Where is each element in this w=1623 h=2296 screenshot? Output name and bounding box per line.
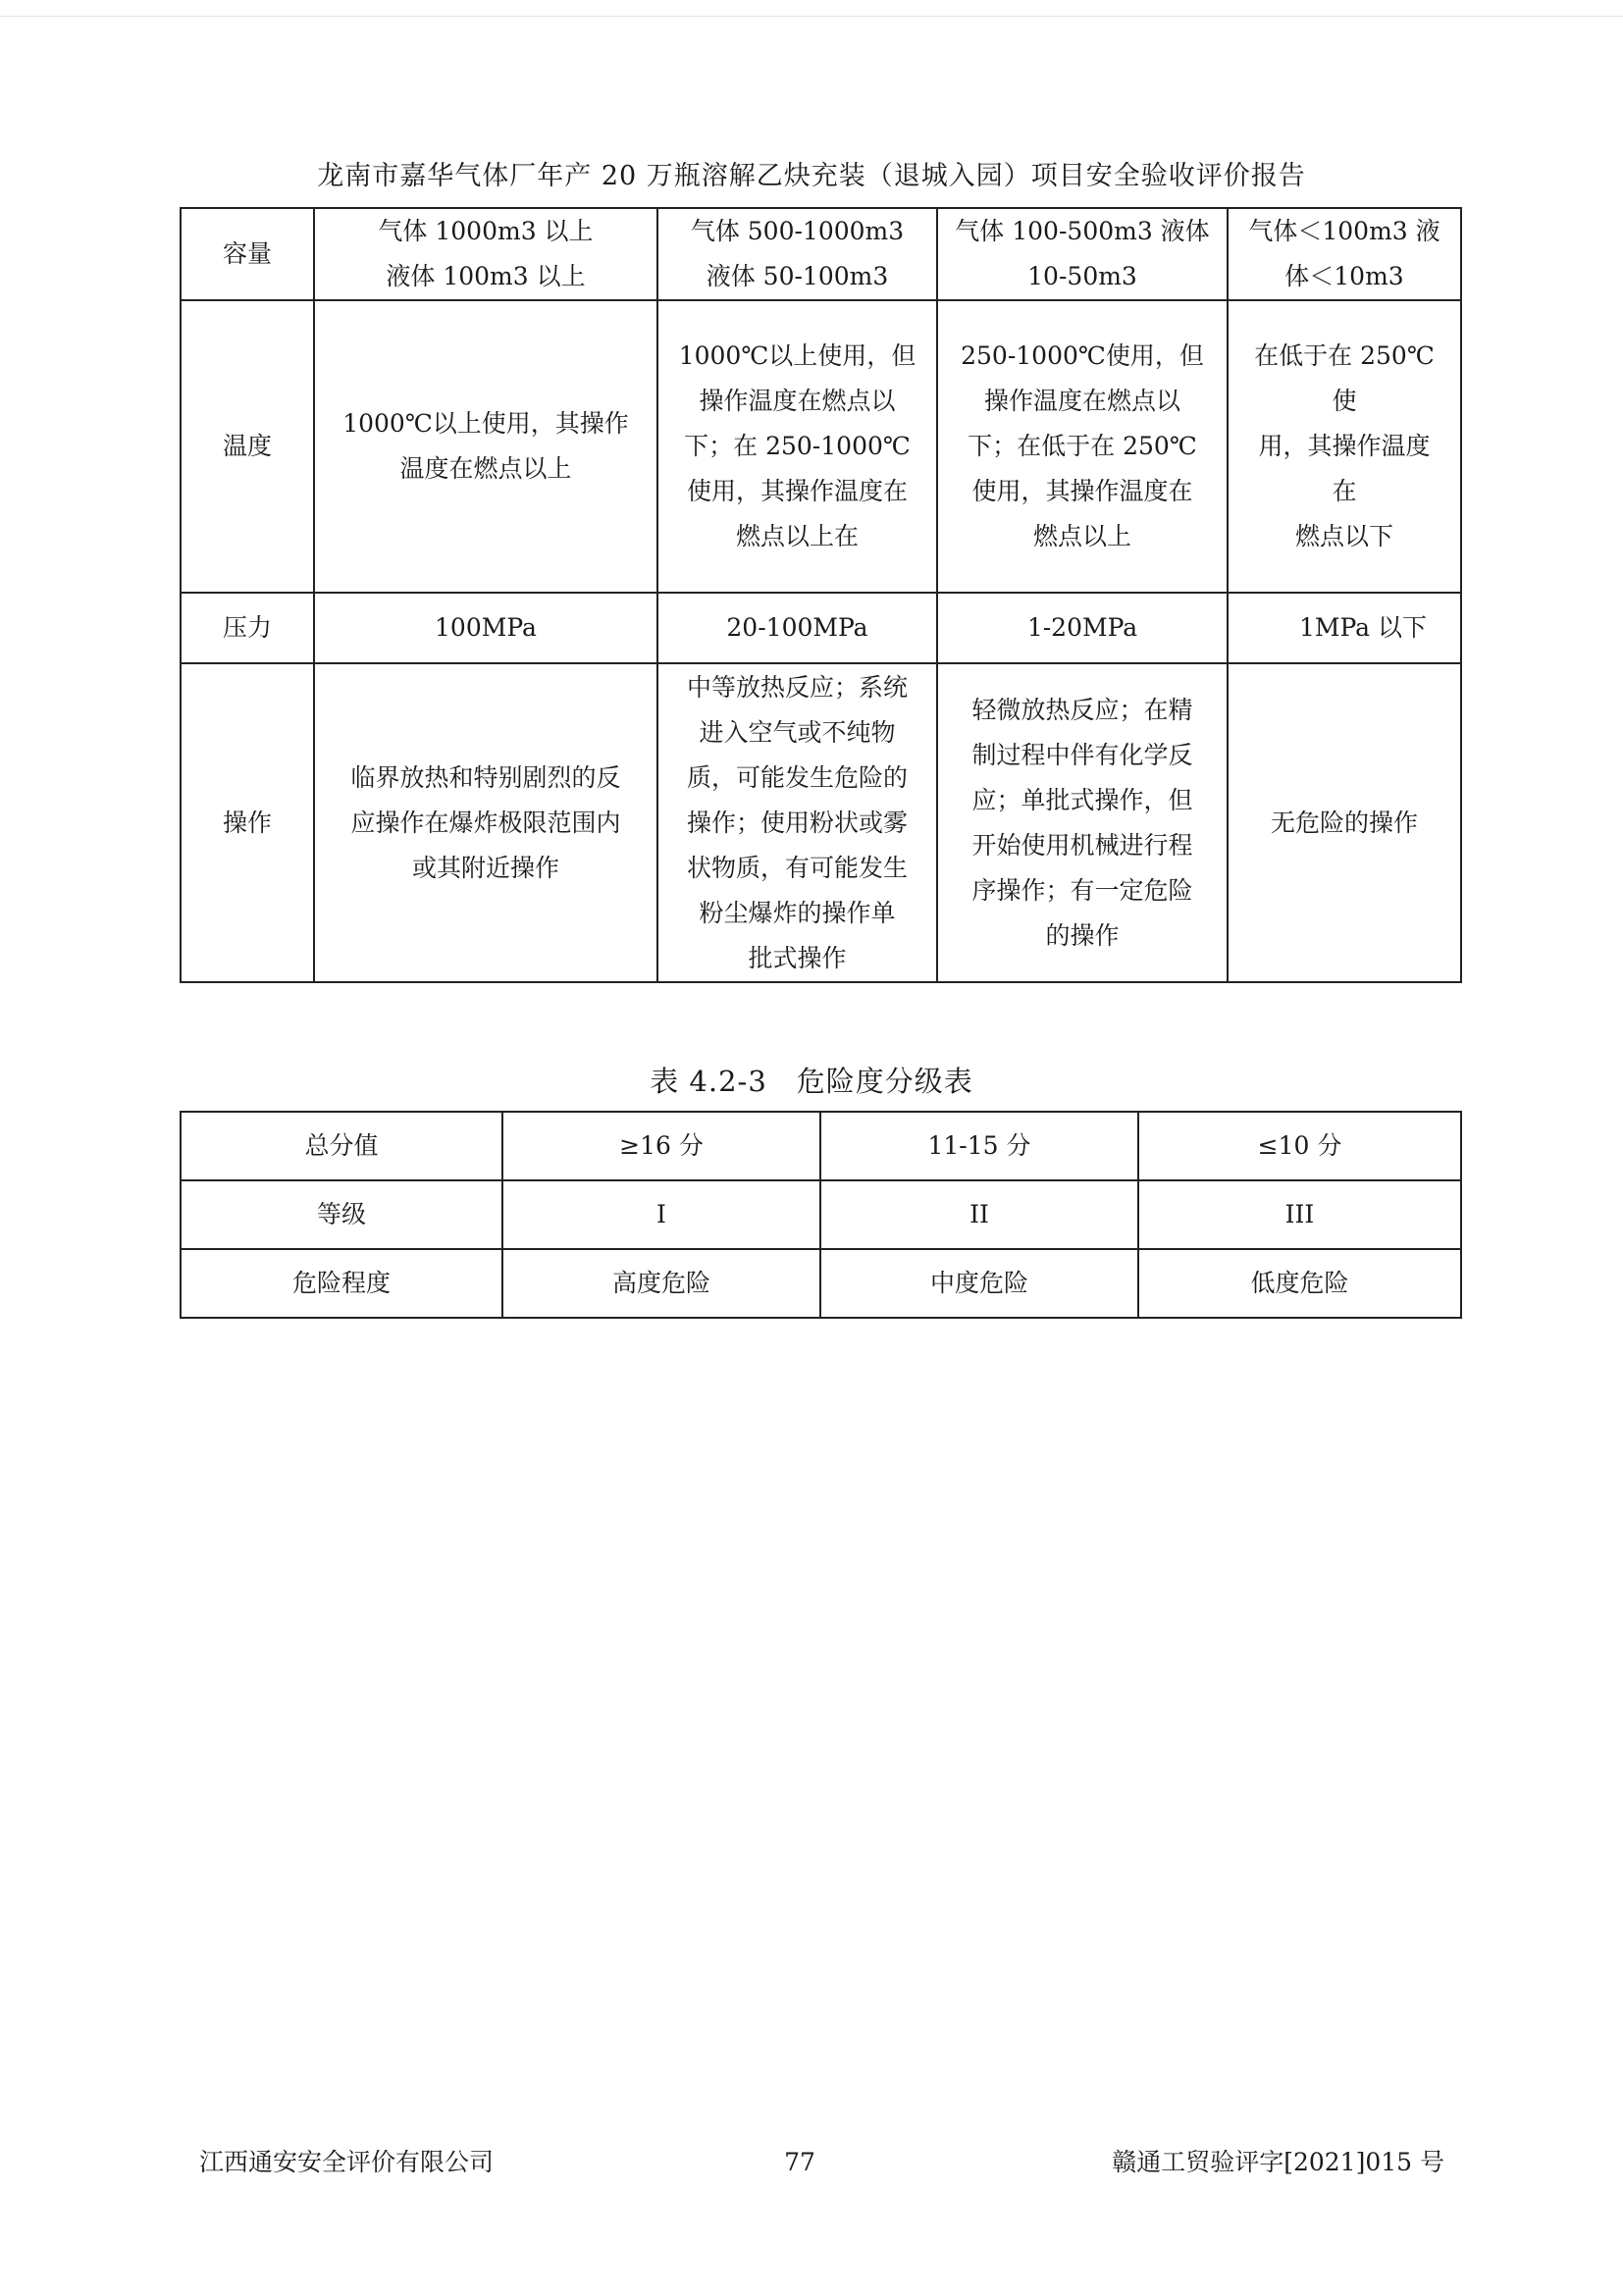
table-cell: ≤10 分 [1138,1112,1461,1180]
table-cell: 1000℃以上使用，但 操作温度在燃点以 下；在 250-1000℃ 使用，其操作温度在 燃点以上在 [657,300,937,593]
table-cell: 气体 1000m3 以上 液体 100m3 以上 [314,208,657,300]
table-cell: 在低于在 250℃ 使 用，其操作温度 在 燃点以下 [1228,300,1461,593]
table-cell: I [502,1180,820,1249]
page-top-rule [0,16,1623,17]
table-cell: 250-1000℃使用，但 操作温度在燃点以 下；在低于在 250℃ 使用，其操作温度在 燃点以上 [937,300,1228,593]
table-cell: 等级 [181,1180,502,1249]
row-label: 操作 [181,663,314,982]
table-cell: 高度危险 [502,1249,820,1318]
table-cell: 中等放热反应；系统 进入空气或不纯物 质，可能发生危险的 操作；使用粉状或雾 状物质，有可能发生 粉尘爆炸的操作单 批式操作 [657,663,937,982]
table-cell: 1000℃以上使用，其操作 温度在燃点以上 [314,300,657,593]
page-number: 77 [784,2148,815,2176]
table-cell: 轻微放热反应；在精 制过程中伴有化学反 应；单批式操作，但 开始使用机械进行程 序操作；有一定危险 的操作 [937,663,1228,982]
table-cell: 气体 500-1000m3 液体 50-100m3 [657,208,937,300]
footer-company: 江西通安安全评价有限公司 [199,2148,495,2176]
table-cell: 11-15 分 [820,1112,1138,1180]
table-row-pressure [181,593,1461,663]
table-cell: 低度危险 [1138,1249,1461,1318]
table-row-capacity [181,208,1461,300]
table-cell: 1MPa 以下 [1228,593,1461,663]
report-header: 龙南市嘉华气体厂年产 20 万瓶溶解乙炔充装（退城入园）项目安全验收评价报告 [317,161,1306,191]
table-cell: II [820,1180,1138,1249]
table-cell: 气体＜100m3 液 体＜10m3 [1228,208,1461,300]
table-cell: 总分值 [181,1112,502,1180]
hazard-grade-table [180,1111,1462,1319]
table-cell: 1-20MPa [937,593,1228,663]
table-cell: 气体 100-500m3 液体 10-50m3 [937,208,1228,300]
table-row [181,1249,1461,1318]
table-cell: 危险程度 [181,1249,502,1318]
table-caption: 表 4.2-3 危险度分级表 [650,1065,973,1098]
table-cell: ≥16 分 [502,1112,820,1180]
table-row-operation [181,663,1461,982]
table-cell: 中度危险 [820,1249,1138,1318]
row-label: 温度 [181,300,314,593]
table-row [181,1112,1461,1180]
table-row [181,1180,1461,1249]
table-row-temperature [181,300,1461,593]
table-cell: 100MPa [314,593,657,663]
table-cell: 20-100MPa [657,593,937,663]
table-cell: 临界放热和特别剧烈的反 应操作在爆炸极限范围内 或其附近操作 [314,663,657,982]
row-label: 压力 [181,593,314,663]
risk-factor-table [180,207,1462,983]
table-cell: III [1138,1180,1461,1249]
table-cell: 无危险的操作 [1228,663,1461,982]
document-number: 赣通工贸验评字[2021]015 号 [1112,2148,1444,2176]
row-label: 容量 [181,208,314,300]
